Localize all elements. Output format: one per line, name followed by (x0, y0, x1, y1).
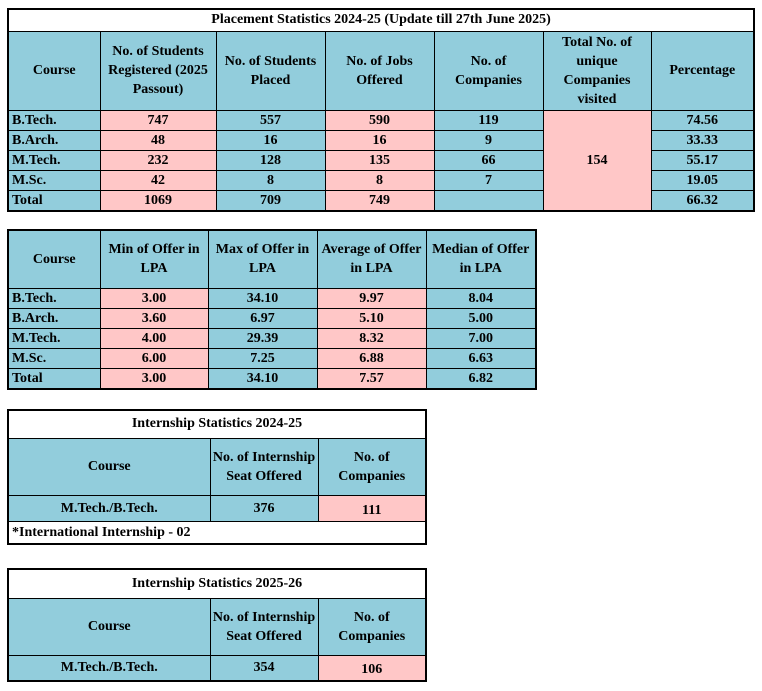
table-row (8, 495, 426, 521)
unique-companies-value: 154 (543, 110, 651, 211)
row-min: 4.00 (100, 328, 208, 348)
row-course: M.Sc. (8, 348, 100, 368)
international-internship-note: *International Internship - 02 (8, 521, 426, 544)
header-registered: No. of Students Registered (2025 Passout) (100, 31, 216, 110)
row-companies: 9 (434, 130, 543, 150)
table-row (8, 655, 426, 681)
table-row (8, 308, 536, 328)
total-registered: 1069 (100, 190, 216, 211)
row-jobs: 590 (325, 110, 434, 130)
header-course: Course (8, 598, 210, 655)
row-jobs: 8 (325, 170, 434, 190)
row-percentage: 19.05 (651, 170, 754, 190)
total-row (8, 368, 536, 389)
placement-statistics-table (7, 8, 755, 212)
header-placed: No. of Students Placed (216, 31, 325, 110)
row-course: B.Arch. (8, 308, 100, 328)
row-percentage: 74.56 (651, 110, 754, 130)
placement-title: Placement Statistics 2024-25 (Update till 27th June 2025) (8, 9, 754, 31)
header-max-offer: Max of Offer in LPA (208, 230, 317, 288)
row-avg: 8.32 (317, 328, 426, 348)
row-median: 7.00 (426, 328, 536, 348)
total-min: 3.00 (100, 368, 208, 389)
header-course: Course (8, 31, 100, 110)
header-unique-companies: Total No. of unique Companies visited (543, 31, 651, 110)
row-companies: 106 (318, 655, 426, 681)
header-companies: No. of Companies (434, 31, 543, 110)
row-registered: 48 (100, 130, 216, 150)
row-companies: 66 (434, 150, 543, 170)
internship-2024-25-table (7, 409, 427, 545)
row-min: 3.00 (100, 288, 208, 308)
row-course: M.Sc. (8, 170, 100, 190)
row-percentage: 55.17 (651, 150, 754, 170)
row-min: 3.60 (100, 308, 208, 328)
row-course: B.Tech. (8, 288, 100, 308)
row-placed: 16 (216, 130, 325, 150)
row-seats: 354 (210, 655, 318, 681)
total-max: 34.10 (208, 368, 317, 389)
row-avg: 5.10 (317, 308, 426, 328)
header-min-offer: Min of Offer in LPA (100, 230, 208, 288)
row-percentage: 33.33 (651, 130, 754, 150)
internship-2025-26-table (7, 568, 427, 682)
total-jobs: 749 (325, 190, 434, 211)
table-row (8, 348, 536, 368)
row-course: M.Tech. (8, 328, 100, 348)
row-avg: 6.88 (317, 348, 426, 368)
header-companies: No. of Companies (318, 438, 426, 495)
row-course: B.Tech. (8, 110, 100, 130)
header-seats: No. of Internship Seat Offered (210, 598, 318, 655)
total-course: Total (8, 190, 100, 211)
row-placed: 557 (216, 110, 325, 130)
table-row (8, 110, 754, 130)
row-registered: 232 (100, 150, 216, 170)
row-course: M.Tech./B.Tech. (8, 655, 210, 681)
total-percentage: 66.32 (651, 190, 754, 211)
internship-2024-25-title: Internship Statistics 2024-25 (8, 410, 426, 438)
table-row (8, 288, 536, 308)
row-min: 6.00 (100, 348, 208, 368)
row-registered: 42 (100, 170, 216, 190)
offer-statistics-table (7, 229, 537, 390)
row-max: 29.39 (208, 328, 317, 348)
total-companies (434, 190, 543, 211)
row-max: 34.10 (208, 288, 317, 308)
row-avg: 9.97 (317, 288, 426, 308)
row-companies: 111 (318, 495, 426, 521)
row-median: 6.63 (426, 348, 536, 368)
header-percentage: Percentage (651, 31, 754, 110)
row-placed: 8 (216, 170, 325, 190)
row-course: M.Tech. (8, 150, 100, 170)
total-avg: 7.57 (317, 368, 426, 389)
total-placed: 709 (216, 190, 325, 211)
row-course: M.Tech./B.Tech. (8, 495, 210, 521)
row-max: 6.97 (208, 308, 317, 328)
table-row (8, 328, 536, 348)
total-course: Total (8, 368, 100, 389)
internship-2025-26-title: Internship Statistics 2025-26 (8, 569, 426, 598)
header-jobs: No. of Jobs Offered (325, 31, 434, 110)
row-course: B.Arch. (8, 130, 100, 150)
row-registered: 747 (100, 110, 216, 130)
row-median: 5.00 (426, 308, 536, 328)
row-companies: 119 (434, 110, 543, 130)
row-max: 7.25 (208, 348, 317, 368)
header-course: Course (8, 230, 100, 288)
header-companies: No. of Companies (318, 598, 426, 655)
header-average-offer: Average of Offer in LPA (317, 230, 426, 288)
row-seats: 376 (210, 495, 318, 521)
header-course: Course (8, 438, 210, 495)
row-placed: 128 (216, 150, 325, 170)
header-seats: No. of Internship Seat Offered (210, 438, 318, 495)
row-median: 8.04 (426, 288, 536, 308)
row-jobs: 16 (325, 130, 434, 150)
row-jobs: 135 (325, 150, 434, 170)
row-companies: 7 (434, 170, 543, 190)
header-median-offer: Median of Offer in LPA (426, 230, 536, 288)
total-median: 6.82 (426, 368, 536, 389)
